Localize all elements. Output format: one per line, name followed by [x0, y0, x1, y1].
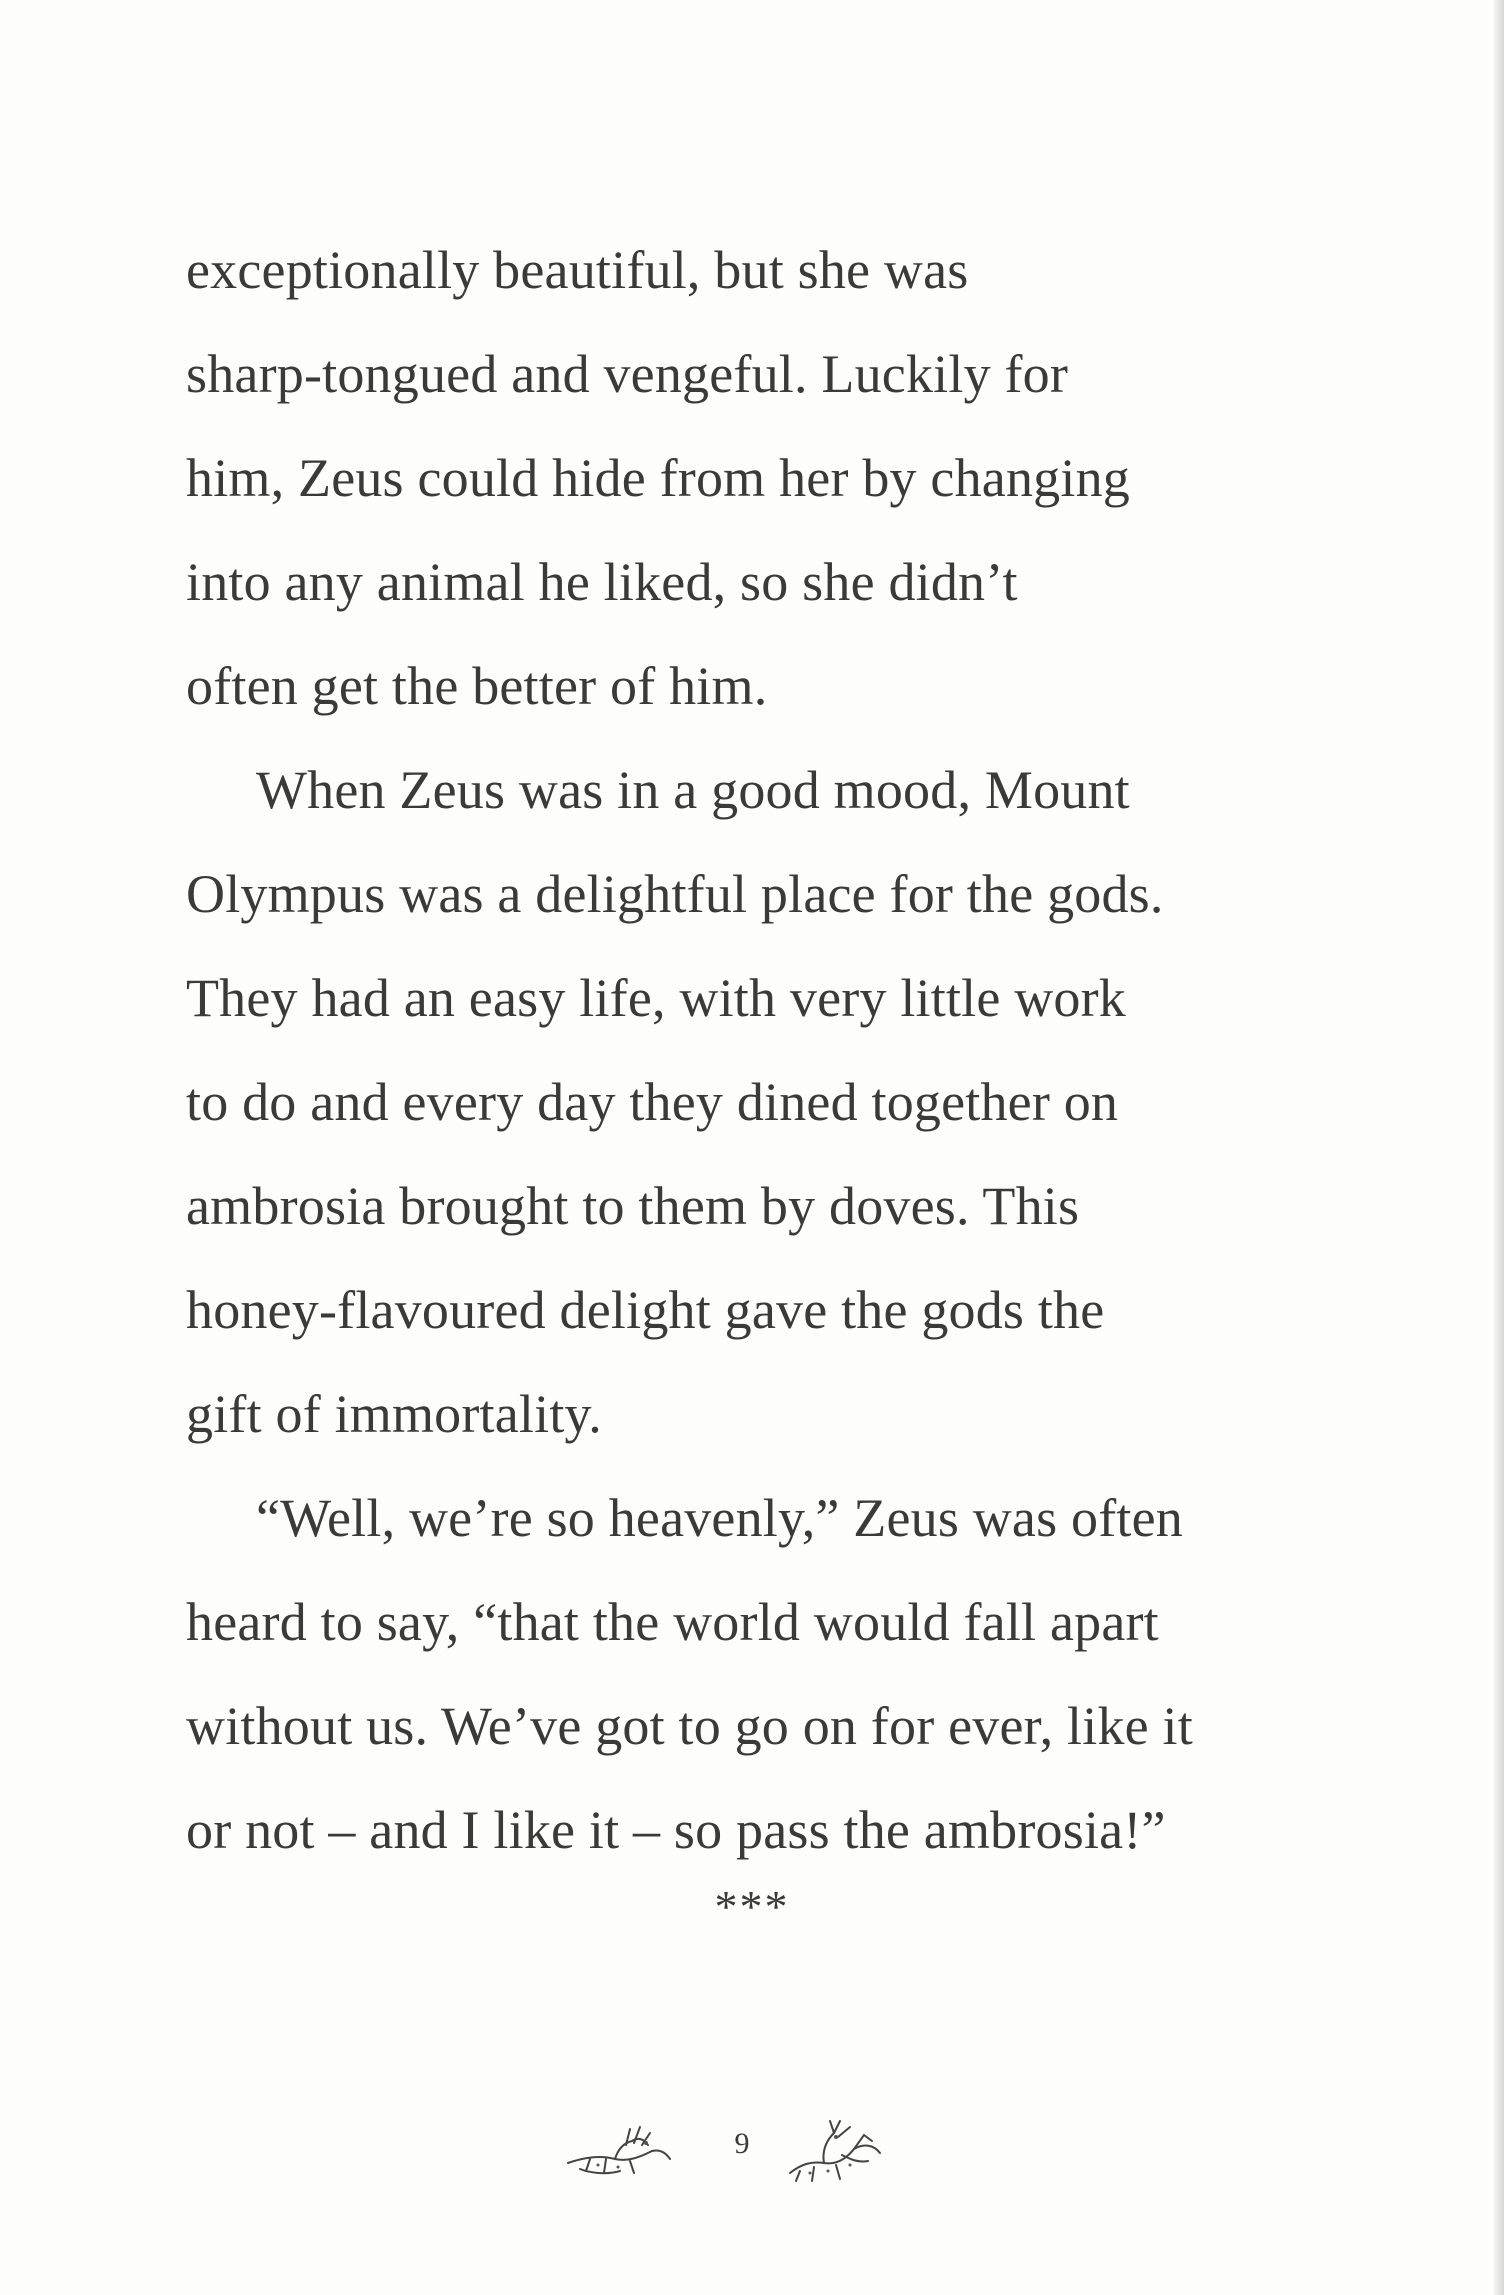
- monster-ornament-icon: [780, 2115, 890, 2185]
- text-line: heard to say, “that the world would fall apart: [186, 1592, 1159, 1652]
- page-footer: [0, 2115, 1504, 2195]
- text-line: They had an easy life, with very little work: [186, 968, 1127, 1028]
- text-line: him, Zeus could hide from her by changing: [186, 448, 1130, 508]
- text-line: ambrosia brought to them by doves. This: [186, 1176, 1080, 1236]
- page-number: 9: [734, 2127, 750, 2160]
- page-edge-shadow: [1494, 0, 1504, 2295]
- text-line: When Zeus was in a good mood, Mount: [256, 760, 1130, 820]
- dragon-ornament-icon: [560, 2115, 680, 2185]
- text-line: “Well, we’re so heavenly,” Zeus was often: [256, 1488, 1183, 1548]
- text-line: into any animal he liked, so she didn’t: [186, 552, 1018, 612]
- text-line: Olympus was a delightful place for the gods.: [186, 864, 1164, 924]
- text-line: to do and every day they dined together on: [186, 1072, 1119, 1132]
- text-line: honey-flavoured delight gave the gods the: [186, 1280, 1105, 1340]
- paragraph-1: [186, 218, 1306, 738]
- text-line: exceptionally beautiful, but she was: [186, 240, 969, 300]
- text-line: often get the better of him.: [186, 656, 768, 716]
- body-text: [186, 218, 1306, 1882]
- text-line: without us. We’ve got to go on for ever, like it: [186, 1696, 1193, 1756]
- text-line: sharp-tongued and vengeful. Luckily for: [186, 344, 1069, 404]
- text-line: or not – and I like it – so pass the ambrosia!”: [186, 1800, 1166, 1860]
- paragraph-3: [186, 1466, 1306, 1882]
- paragraph-2: [186, 738, 1306, 1466]
- text-line: gift of immortality.: [186, 1384, 602, 1444]
- section-separator: ***: [714, 1881, 790, 1932]
